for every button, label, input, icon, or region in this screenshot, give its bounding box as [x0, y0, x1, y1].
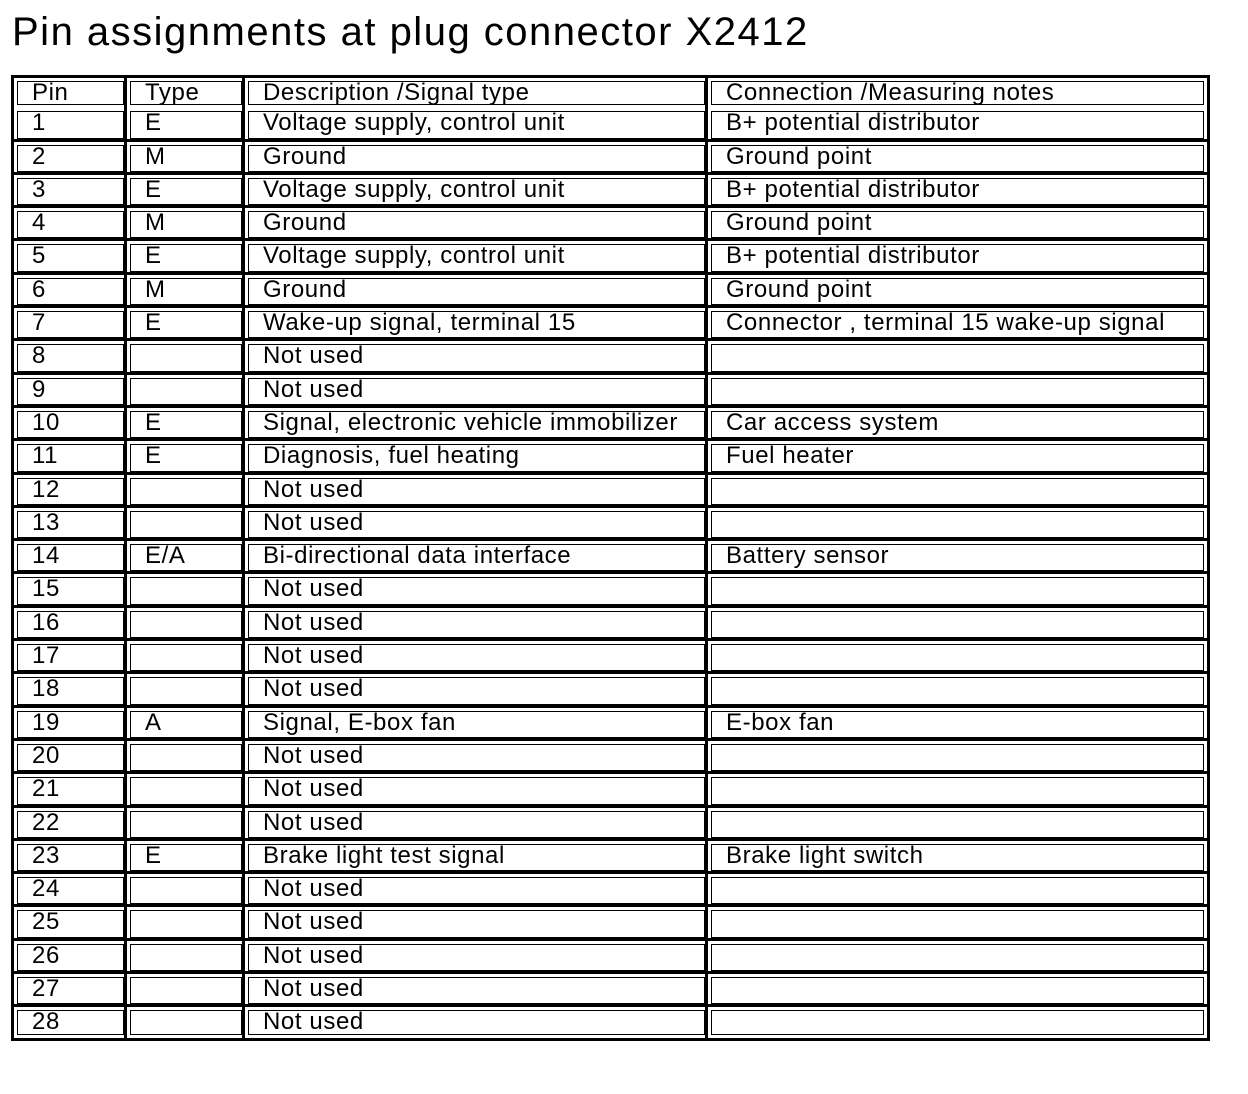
description-cell: Not used: [245, 1007, 708, 1037]
type-cell: [127, 508, 245, 541]
pin-cell: 5: [14, 241, 127, 274]
description-cell: Signal, electronic vehicle immobilizer: [245, 408, 708, 441]
description-cell: Not used: [245, 774, 708, 807]
description-cell: Voltage supply, control unit: [245, 175, 708, 208]
connection-cell: [708, 741, 1207, 774]
connection-cell: [708, 907, 1207, 940]
pin-cell: 21: [14, 774, 127, 807]
pin-cell: 1: [14, 108, 127, 141]
description-cell: Not used: [245, 375, 708, 408]
description-cell: Not used: [245, 907, 708, 940]
type-cell: [127, 574, 245, 607]
pin-cell: 25: [14, 907, 127, 940]
table-row: [14, 208, 1207, 241]
type-cell: E/A: [127, 541, 245, 574]
description-cell: Not used: [245, 608, 708, 641]
table-row: [14, 608, 1207, 641]
pin-cell: 23: [14, 841, 127, 874]
pin-cell: 16: [14, 608, 127, 641]
table-row: [14, 674, 1207, 707]
description-cell: Bi-directional data interface: [245, 541, 708, 574]
type-cell: [127, 941, 245, 974]
pin-cell: 15: [14, 574, 127, 607]
pin-cell: 9: [14, 375, 127, 408]
pin-cell: 18: [14, 674, 127, 707]
type-cell: [127, 475, 245, 508]
type-cell: E: [127, 841, 245, 874]
pin-cell: 2: [14, 142, 127, 175]
connection-cell: B+ potential distributor: [708, 108, 1207, 141]
table-row: [14, 808, 1207, 841]
description-cell: Not used: [245, 574, 708, 607]
type-cell: E: [127, 441, 245, 474]
connection-cell: Connector , terminal 15 wake-up signal: [708, 308, 1207, 341]
table-row: [14, 1007, 1207, 1037]
table-row: [14, 408, 1207, 441]
header-description: Description /Signal type: [245, 78, 708, 108]
pin-assignment-table: [11, 75, 1210, 1041]
type-cell: E: [127, 175, 245, 208]
connection-cell: [708, 674, 1207, 707]
pin-cell: 19: [14, 708, 127, 741]
connection-cell: [708, 574, 1207, 607]
pin-cell: 17: [14, 641, 127, 674]
description-cell: Voltage supply, control unit: [245, 108, 708, 141]
type-cell: [127, 741, 245, 774]
pin-cell: 13: [14, 508, 127, 541]
table-row: [14, 708, 1207, 741]
connection-cell: [708, 341, 1207, 374]
connection-cell: B+ potential distributor: [708, 241, 1207, 274]
table-row: [14, 508, 1207, 541]
header-type: Type: [127, 78, 245, 108]
type-cell: M: [127, 208, 245, 241]
pin-cell: 26: [14, 941, 127, 974]
pin-cell: 10: [14, 408, 127, 441]
description-cell: Diagnosis, fuel heating: [245, 441, 708, 474]
pin-cell: 8: [14, 341, 127, 374]
pin-cell: 28: [14, 1007, 127, 1037]
type-cell: E: [127, 408, 245, 441]
description-cell: Not used: [245, 674, 708, 707]
type-cell: [127, 641, 245, 674]
type-cell: [127, 608, 245, 641]
pin-cell: 20: [14, 741, 127, 774]
description-cell: Not used: [245, 641, 708, 674]
table-body: [14, 108, 1207, 1037]
description-cell: Not used: [245, 741, 708, 774]
type-cell: E: [127, 108, 245, 141]
pin-cell: 24: [14, 874, 127, 907]
table-row: [14, 108, 1207, 141]
pin-cell: 14: [14, 541, 127, 574]
description-cell: Signal, E-box fan: [245, 708, 708, 741]
pin-cell: 3: [14, 175, 127, 208]
type-cell: [127, 774, 245, 807]
connection-cell: Brake light switch: [708, 841, 1207, 874]
type-cell: M: [127, 275, 245, 308]
pin-cell: 22: [14, 808, 127, 841]
table-row: [14, 142, 1207, 175]
table-row: [14, 341, 1207, 374]
table-row: [14, 375, 1207, 408]
connection-cell: Fuel heater: [708, 441, 1207, 474]
description-cell: Not used: [245, 341, 708, 374]
type-cell: [127, 341, 245, 374]
table-row: [14, 741, 1207, 774]
connection-cell: B+ potential distributor: [708, 175, 1207, 208]
connection-cell: Ground point: [708, 275, 1207, 308]
pin-cell: 12: [14, 475, 127, 508]
connection-cell: [708, 641, 1207, 674]
description-cell: Ground: [245, 142, 708, 175]
pin-cell: 27: [14, 974, 127, 1007]
connection-cell: [708, 774, 1207, 807]
type-cell: A: [127, 708, 245, 741]
table-row: [14, 441, 1207, 474]
table-row: [14, 774, 1207, 807]
connection-cell: [708, 874, 1207, 907]
type-cell: [127, 1007, 245, 1037]
connection-cell: [708, 974, 1207, 1007]
description-cell: Not used: [245, 874, 708, 907]
description-cell: Ground: [245, 208, 708, 241]
table-header-row: [14, 78, 1207, 108]
description-cell: Ground: [245, 275, 708, 308]
connection-cell: [708, 941, 1207, 974]
type-cell: E: [127, 241, 245, 274]
description-cell: Not used: [245, 974, 708, 1007]
pin-cell: 11: [14, 441, 127, 474]
connection-cell: [708, 475, 1207, 508]
description-cell: Not used: [245, 508, 708, 541]
table-row: [14, 308, 1207, 341]
connection-cell: Ground point: [708, 208, 1207, 241]
connection-cell: [708, 508, 1207, 541]
table-row: [14, 275, 1207, 308]
type-cell: [127, 808, 245, 841]
table-row: [14, 907, 1207, 940]
connection-cell: [708, 375, 1207, 408]
header-connection: Connection /Measuring notes: [708, 78, 1207, 108]
connection-cell: Car access system: [708, 408, 1207, 441]
table-row: [14, 941, 1207, 974]
table-row: [14, 974, 1207, 1007]
page-title: Pin assignments at plug connector X2412: [12, 10, 809, 54]
table-row: [14, 874, 1207, 907]
description-cell: Brake light test signal: [245, 841, 708, 874]
table-row: [14, 241, 1207, 274]
description-cell: Wake-up signal, terminal 15: [245, 308, 708, 341]
type-cell: M: [127, 142, 245, 175]
description-cell: Not used: [245, 808, 708, 841]
connection-cell: [708, 1007, 1207, 1037]
type-cell: E: [127, 308, 245, 341]
type-cell: [127, 674, 245, 707]
type-cell: [127, 907, 245, 940]
table-row: [14, 574, 1207, 607]
table-row: [14, 175, 1207, 208]
type-cell: [127, 874, 245, 907]
description-cell: Not used: [245, 941, 708, 974]
pin-cell: 7: [14, 308, 127, 341]
table-row: [14, 475, 1207, 508]
table-row: [14, 641, 1207, 674]
description-cell: Voltage supply, control unit: [245, 241, 708, 274]
pin-cell: 6: [14, 275, 127, 308]
table-row: [14, 541, 1207, 574]
connection-cell: [708, 608, 1207, 641]
header-pin: Pin: [14, 78, 127, 108]
type-cell: [127, 974, 245, 1007]
connection-cell: Battery sensor: [708, 541, 1207, 574]
type-cell: [127, 375, 245, 408]
description-cell: Not used: [245, 475, 708, 508]
pin-cell: 4: [14, 208, 127, 241]
connection-cell: Ground point: [708, 142, 1207, 175]
connection-cell: [708, 808, 1207, 841]
connection-cell: E-box fan: [708, 708, 1207, 741]
table-row: [14, 841, 1207, 874]
